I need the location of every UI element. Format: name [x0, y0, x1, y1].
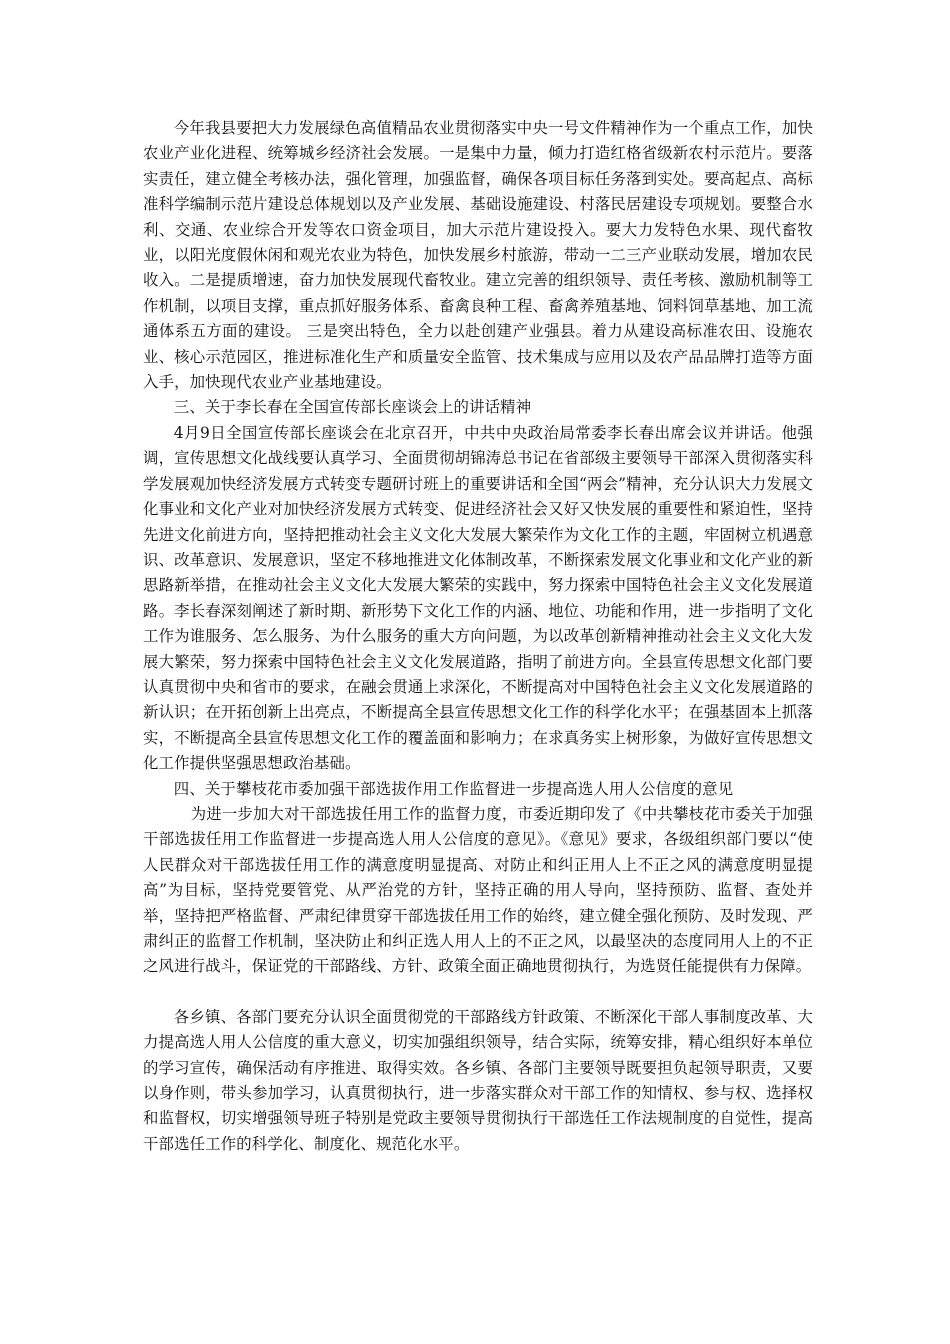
document-body	[143, 116, 813, 1157]
paragraph-propaganda: 4月9日全国宣传部长座谈会在北京召开，中共中央政治局常委李长春出席会议并讲话。他强调，宣传思想文化战线要认真学习、全面贯彻胡锦涛总书记在省部级主要领导干部深入贯彻落实科学发展观加快经济发展方式转变专题研讨班上的重要讲话和全国“两会”精神，充分认识大力发展文化事业和文化产业对加快经济发展方式转变、促进经济社会又好又快发展的重要性和紧迫性，坚持先进文化前进方向，坚持把推动社会主义文化大发展大繁荣作为文化工作的主题，牢固树立机遇意识、改革意识、发展意识，坚定不移地推进文化体制改革，不断探索发展文化事业和文化产业的新思路新举措，在推动社会主义文化大发展大繁荣的实践中，努力探索中国特色社会主义文化发展道路。李长春深刻阐述了新时期、新形势下文化工作的内涵、地位、功能和作用，进一步指明了文化工作为谁服务、怎么服务、为什么服务的重大方向问题，为以改革创新精神推动社会主义文化大发展大繁荣，努力探索中国特色社会主义文化发展道路，指明了前进方向。全县宣传思想文化部门要认真贯彻中央和省市的要求，在融会贯通上求深化，不断提高对中国特色社会主义文化发展道路的新认识；在开拓创新上出亮点，不断提高全县宣传思想文化工作的科学化水平；在强基固本上抓落实，不断提高全县宣传思想文化工作的覆盖面和影响力；在求真务实上树形象，为做好宣传思想文化工作提供坚强思想政治基础。	[143, 423, 813, 773]
paragraph-implementation: 各乡镇、各部门要充分认识全面贯彻党的干部路线方针政策、不断深化干部人事制度改革、大力提高选人用人公信度的重大意义，切实加强组织领导，结合实际，统筹安排，精心组织好本单位的学习宣传，确保活动有序推进、取得实效。各乡镇、各部门主要领导既要担负起领导职责，又要以身作则，带头参加学习，认真贯彻执行，进一步落实群众对干部工作的知情权、参与权、选择权和监督权，切实增强领导班子特别是党政主要领导贯彻执行干部选任工作法规制度的自觉性，提高干部选任工作的科学化、制度化、规范化水平。	[143, 1007, 813, 1153]
paragraph-spacer	[143, 980, 813, 1005]
section-heading-3: 三、关于李长春在全国宣传部长座谈会上的讲话精神	[173, 398, 532, 417]
paragraph-agriculture: 今年我县要把大力发展绿色高值精品农业贯彻落实中央一号文件精神作为一个重点工作，加快农业产业化进程、统筹城乡经济社会发展。一是集中力量，倾力打造红格省级新农村示范片。要落实责任，建立健全考核办法，强化管理，加强监督，确保各项目标任务落到实处。要高起点、高标准科学编制示范片建设总体规划以及产业发展、基础设施建设、村落民居建设专项规划。要整合水利、交通、农业综合开发等农口资金项目，加大示范片建设投入。要大力发特色水果、现代畜牧业，以阳光度假休闲和观光农业为特色，加快发展乡村旅游，带动一二三产业联动发展，增加农民收入。二是提质增速，奋力加快发展现代畜牧业。建立完善的组织领导、责任考核、激励机制等工作机制，以项目支撑，重点抓好服务体系、畜禽良种工程、畜禽养殖基地、饲料饲草基地、加工流通体系五方面的建设。 三是突出特色，全力以赴创建产业强县。着力从建设高标准农田、设施农业、核心示范园区，推进标准化生产和质量安全监管、技术集成与应用以及农产品品牌打造等方面入手，加快现代农业产业基地建设。	[143, 119, 813, 392]
paragraph-cadre-supervision: 为进一步加大对干部选拔任用工作的监督力度，市委近期印发了《中共攀枝花市委关于加强干部选拔任用工作监督进一步提高选人用人公信度的意见》。《意见》要求，各级组织部门要以“使人民群众对干部选拔任用工作的满意度明显提高、对防止和纠正用人上不正之风的满意度明显提高”为目标，坚持党要管党、从严治党的方针，坚持正确的用人导向，坚持预防、监督、查处并举，坚持把严格监督、严肃纪律贯穿干部选拔任用工作的始终，建立健全强化预防、及时发现、严肃纠正的监督工作机制，坚决防止和纠正选人用人上的不正之风，以最坚决的态度同用人上的不正之风进行战斗，保证党的干部路线、方针、政策全面正确地贯彻执行，为选贤任能提供有力保障。	[143, 804, 813, 976]
section-heading-4: 四、关于攀枝花市委加强干部选拔作用工作监督进一步提高选人用人公信度的意见	[173, 779, 734, 798]
